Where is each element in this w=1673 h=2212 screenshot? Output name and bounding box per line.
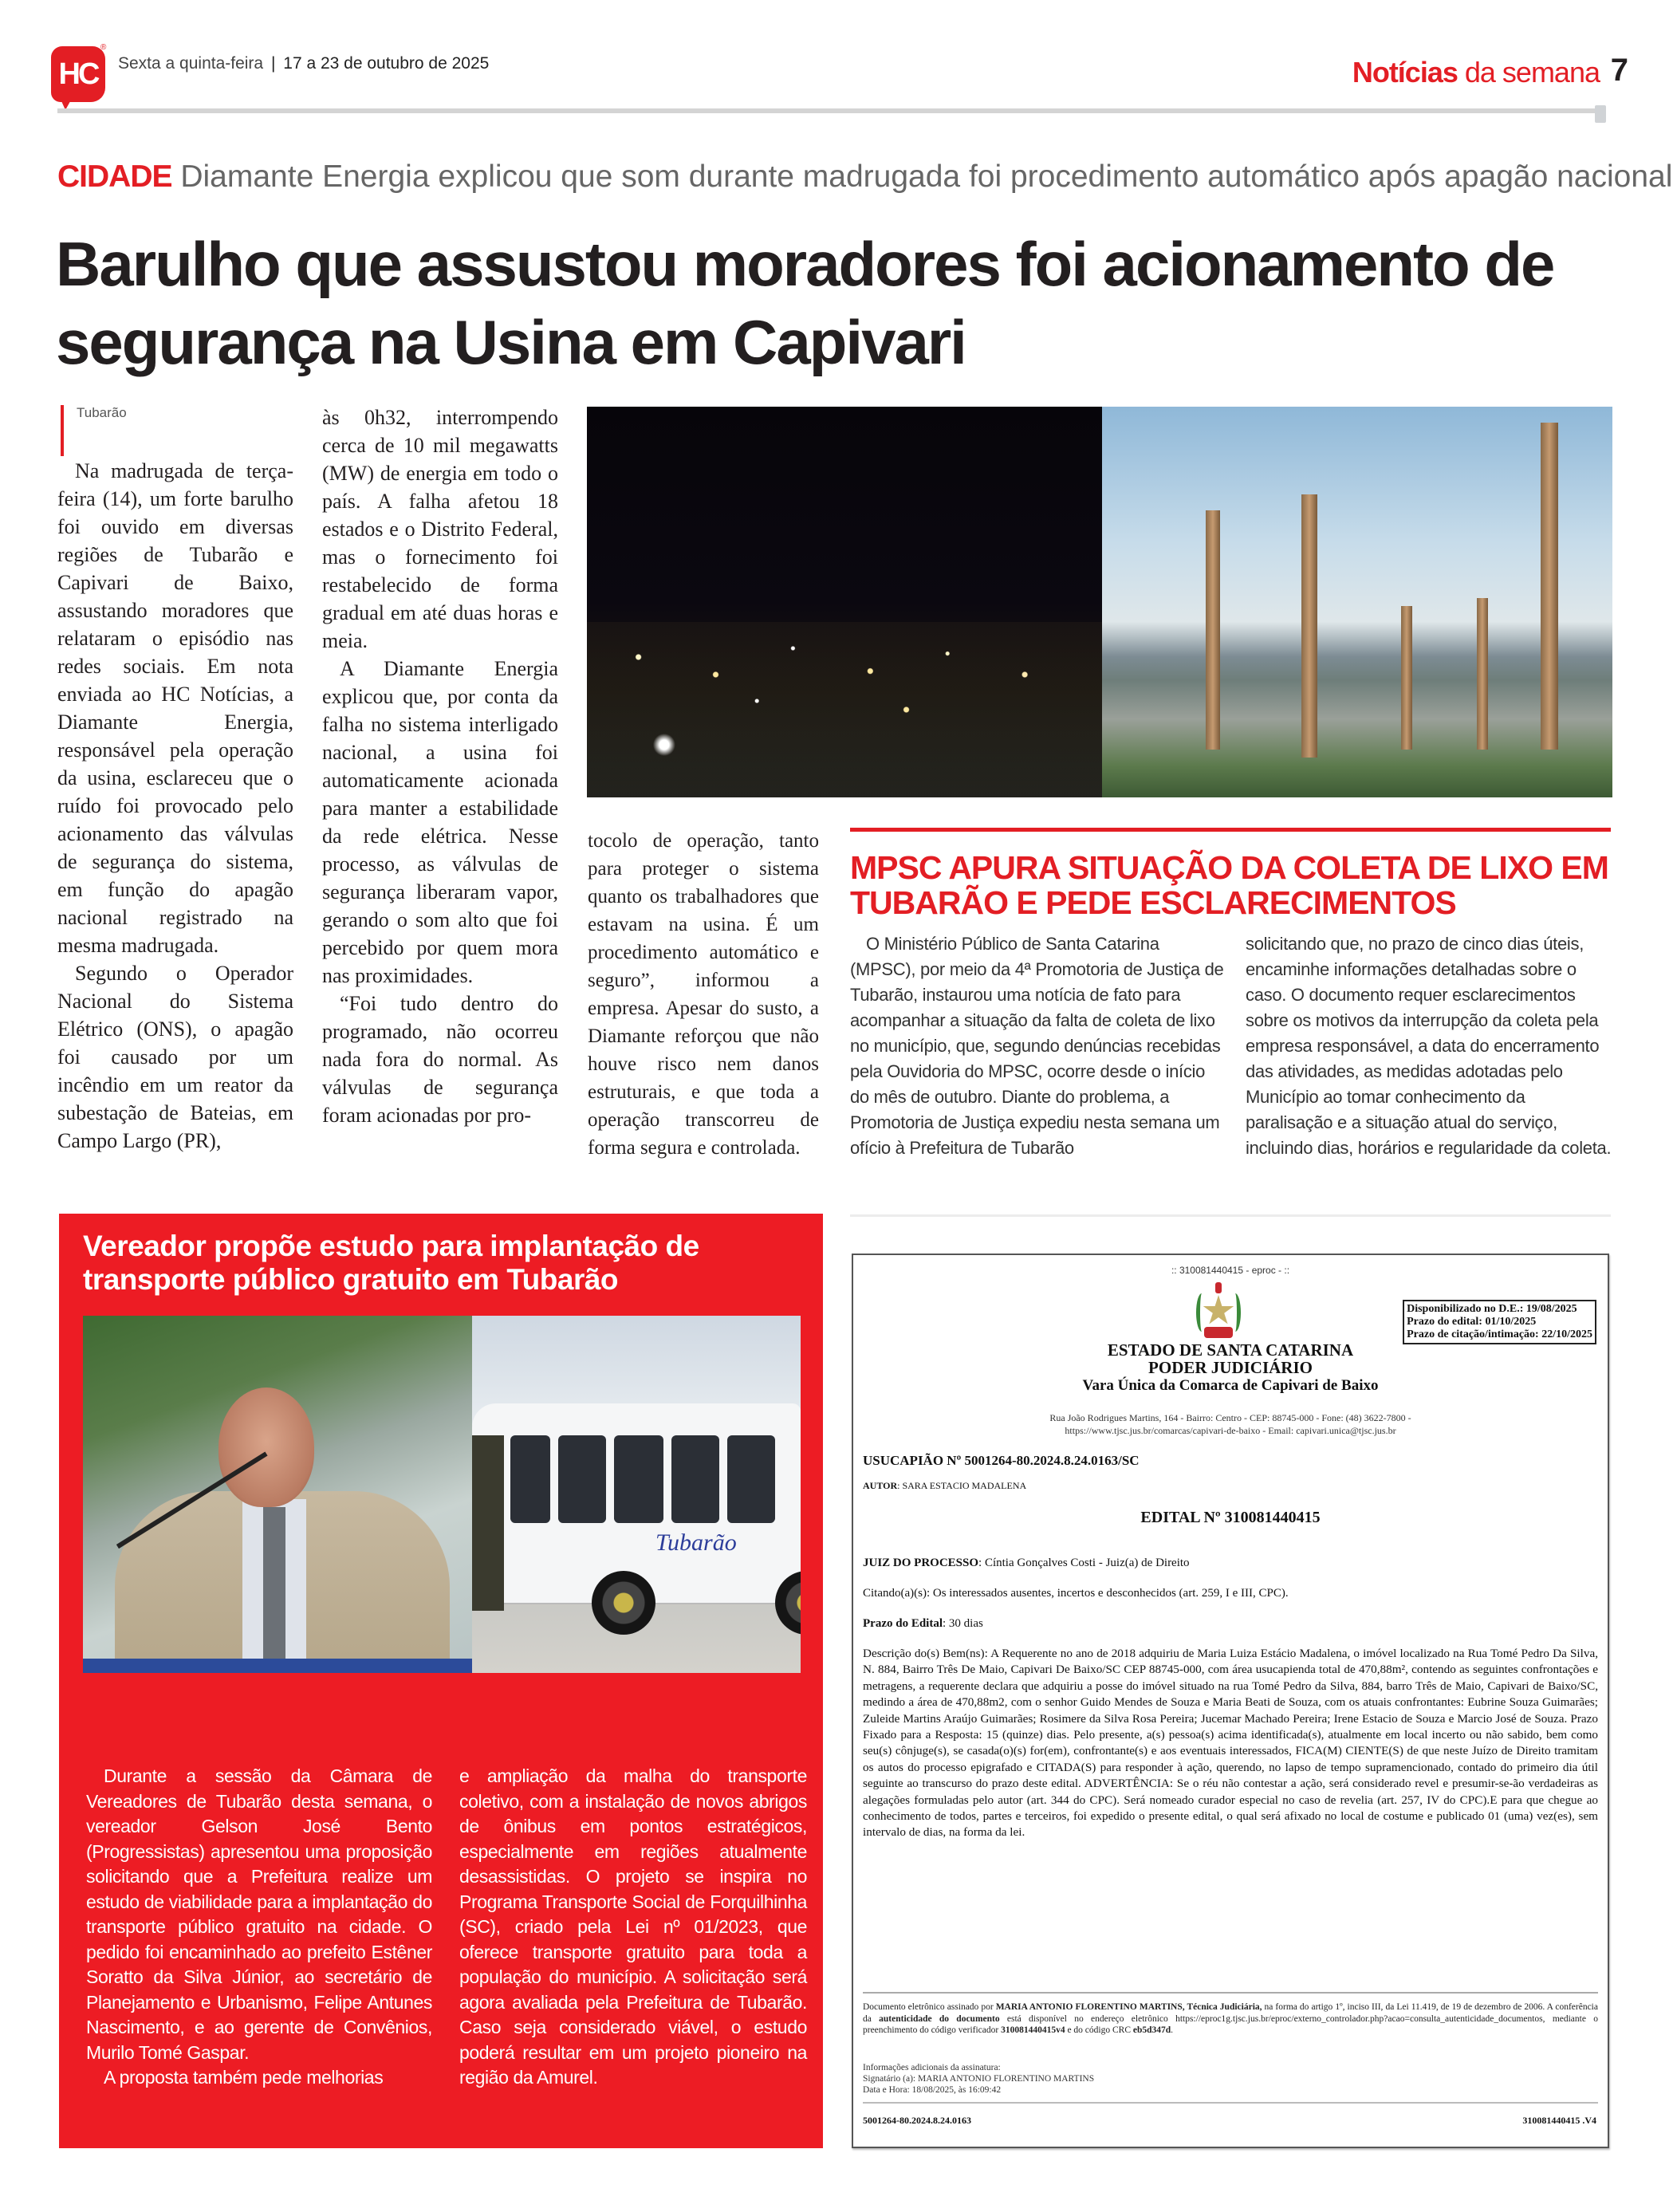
mpsc-bottom-rule (850, 1214, 1611, 1217)
vereador-paragraph: A proposta também pede melhorias (104, 2067, 384, 2088)
notice-judge-label: JUIZ DO PROCESSO (863, 1557, 979, 1569)
seal-ribbon (1204, 1327, 1233, 1338)
photo-power-plant (1102, 407, 1612, 797)
vereador-column-1 (86, 1764, 432, 2091)
story-column-2 (322, 403, 558, 1129)
signature-info-signer: Signatário (a): MARIA ANTONIO FLORENTINO MARTINS (863, 2074, 1095, 2084)
notice-judge (863, 1557, 1190, 1570)
section-name-bold: Notícias (1352, 56, 1458, 89)
mpsc-column-1 (850, 931, 1225, 1161)
story-kicker (57, 159, 1672, 195)
notice-date-line: Prazo do edital: 01/10/2025 (1407, 1316, 1537, 1328)
notice-court-header (853, 1341, 1608, 1395)
signature-text: . (1171, 2025, 1174, 2035)
signature-verification-code: 310081440415v4 (1001, 2025, 1065, 2035)
notice-deadline (863, 1617, 983, 1631)
chimney (1477, 598, 1488, 750)
story-paragraph: A Diamante Energia explicou que, por conta da falha no sistema interligado nacional, a usina foi automaticamente acionada para manter a estabilidade da rede elétrica. Nesse processo, as válvulas de segurança liberaram vapor, gerando o som alto que foi percebido por quem mora nas proximidades. (322, 657, 558, 987)
signature-signer: MARIA ANTONIO FLORENTINO MARTINS, Técnica Judiciária, (995, 2002, 1262, 2012)
chimney (1541, 423, 1558, 750)
notice-case-number: USUCAPIÃO Nº 5001264-80.2024.8.24.0163/SC (863, 1453, 1140, 1468)
tie (263, 1507, 285, 1673)
page-number: 7 (1610, 53, 1628, 88)
header-rule (57, 108, 1604, 113)
notice-citing: Citando(a)(s): Os interessados ausentes, incertos e desconhecidos (art. 259, I e III, CPC). (863, 1587, 1289, 1600)
story-category: CIDADE (57, 159, 172, 194)
bus-wheel (592, 1571, 655, 1635)
notice-address (853, 1411, 1608, 1437)
story-column-1 (57, 457, 293, 1155)
photo-city-at-night (587, 407, 1102, 797)
notice-deadline-value: : 30 dias (943, 1617, 983, 1630)
signature-crc-code: eb5d347d (1132, 2025, 1171, 2035)
issue-dates: 17 a 23 de outubro de 2025 (283, 54, 490, 73)
signature-text: na forma do artigo 1º, inciso III, da Lei 11.419, de 19 de dezembro de 2006. A conferência da (863, 2002, 1598, 2024)
vereador-story-box (59, 1214, 823, 2148)
notice-dates-box (1403, 1300, 1596, 1344)
dateline-separator: | (270, 54, 276, 73)
section-name (1352, 56, 1600, 89)
notice-author (863, 1480, 1026, 1492)
story-headline: Barulho que assustou moradores foi acionamento de segurança na Usina em Capivari (56, 229, 1554, 377)
notice-address-line: https://www.tjsc.jus.br/comarcas/capivari-de-baixo - Email: capivari.unica@tjsc.jus.br (1065, 1425, 1396, 1436)
mpsc-paragraph: solicitando que, no prazo de cinco dias úteis, encaminhe informações detalhadas sobre o caso. O documento requer esclarecimentos sobre os motivos da interrupção da coleta pela empresa responsável, a data do encerramento das atividades, as medidas adotadas pelo Município ao tomar conhecimento da paralisação e a situação atual do serviço, incluindo dias, horários e regularidade da coleta. (1246, 934, 1612, 1158)
chimney (1401, 606, 1412, 750)
vereador-paragraph: e ampliação da malha do transporte coletivo, com a instalação de novos abrigos de ônibus em pontos estratégicos, especialmente em regiões atualmente desassistidas. O projeto se inspira no Programa Transporte Social de Forquilhinha (SC), criado pela Lei nº 01/2023, que oferece transporte gratuito para toda a população do município. A solicitação será agora avaliada pela Prefeitura de Tubarão. Caso seja considerado viável, o estudo poderá resultar em um projeto pioneiro na região da Amurel. (459, 1765, 807, 2088)
bus-window (727, 1435, 775, 1523)
story-paragraph: Segundo o Operador Nacional do Sistema Elétrico (ONS), o apagão foi causado por um incêndio em um reator da subestação de Bateias, em Campo Largo (PR), (57, 962, 293, 1152)
story-paragraph: tocolo de operação, tanto para proteger o sistema quanto os trabalhadores que estavam na usina. É um procedimento automático e seguro”, informou a empresa. Apesar do susto, a Diamante reforçou que não houve risco nem danos estruturais, e que toda a operação transcorreu de forma segura e controlada. (588, 830, 819, 1159)
vereador-paragraph: Durante a sessão da Câmara de Vereadores de Tubarão desta semana, o vereador Gelson José Bento (Progressistas) apresentou uma proposição solicitando que a Prefeitura realize um estudo de viabilidade para a implantação do transporte público gratuito na cidade. O pedido foi encaminhado ao prefeito Estêner Soratto da Silva Júnior, ao secretário de Planejamento e Urbanismo, Felipe Antunes Nascimento, e ao gerente de Convênios, Murilo Tomé Gaspar. (86, 1765, 432, 2063)
notice-doc-id: :: 310081440415 - eproc - :: (1171, 1265, 1290, 1276)
notice-author-value: : SARA ESTACIO MADALENA (897, 1480, 1027, 1491)
notice-judge-value: : Cíntia Gonçalves Costi - Juiz(a) de Direito (978, 1557, 1190, 1569)
photo-councilman-speaking (83, 1316, 472, 1673)
signature-info-title: Informações adicionais da assinatura: (863, 2063, 1001, 2072)
bus-livery-text: Tubarão (655, 1529, 737, 1556)
notice-address-line: Rua João Rodrigues Martins, 164 - Bairro: Centro - CEP: 88745-000 - Fone: (48) 3622-7800 - (1049, 1412, 1411, 1423)
header-rule-cap (1595, 105, 1606, 123)
seal-wreath-left (1196, 1293, 1207, 1332)
section-name-light: da semana (1457, 56, 1600, 89)
notice-date-line: Prazo de citação/intimação: 22/10/2025 (1407, 1328, 1592, 1340)
notice-power: PODER JUDICIÁRIO (1148, 1358, 1313, 1377)
podium (83, 1659, 472, 1673)
mpsc-paragraph: O Ministério Público de Santa Catarina (MPSC), por meio da 4ª Promotoria de Justiça de Tubarão, instaurou uma notícia de fato para acompanhar a situação da falta de coleta de lixo no município, que, segundo denúncias recebidas pela Ouvidoria do MPSC, ocorre desde o início do mês de outubro. Diante do problema, a Promotoria de Justiça expediu nesta semana um ofício à Prefeitura de Tubarão (850, 934, 1224, 1158)
city-lights (587, 622, 1102, 797)
notice-divider (863, 2102, 1598, 2104)
story-paragraph: Na madrugada de terça-feira (14), um forte barulho foi ouvido em diversas regiões de Tubarão e Capivari de Baixo, assustando moradores que relataram o episódio nas redes sociais. Em nota enviada ao HC Notícias, a Diamante Energia, responsável pela operação da usina, esclareceu que o ruído foi provocado pelo acionamento das válvulas de segurança do sistema, em função do apagão nacional registrado na mesma madrugada. (57, 459, 293, 957)
bus-window (614, 1435, 663, 1523)
notice-date-line: Disponibilizado no D.E.: 19/08/2025 (1407, 1303, 1577, 1315)
notice-signature-statement (863, 2001, 1598, 2037)
vereador-column-2 (459, 1764, 807, 2091)
notice-court: Vara Única da Comarca de Capivari de Baixo (1082, 1377, 1379, 1394)
story-paragraph: “Foi tudo dentro do programado, não ocorreu nada fora do normal. As válvulas de segurança foram acionadas por pro- (322, 992, 558, 1127)
legal-notice (852, 1254, 1609, 2148)
chimney (1206, 510, 1220, 750)
notice-state: ESTADO DE SANTA CATARINA (1107, 1340, 1354, 1360)
logo-registered-mark: ® (100, 43, 107, 52)
notice-author-label: AUTOR (863, 1480, 898, 1491)
head (218, 1387, 314, 1507)
story-paragraph: às 0h32, interrompendo cerca de 10 mil megawatts (MW) de energia em todo o país. A falha afetou 18 estados e o Distrito Federal, mas o fornecimento foi restabelecido de forma gradual em até duas horas e meia. (322, 406, 558, 652)
issue-dateline (118, 54, 489, 73)
seal-top (1215, 1282, 1222, 1293)
vereador-headline: Vereador propõe estudo para implantação de transporte público gratuito em Tubarão (83, 1230, 699, 1296)
bus-window (510, 1435, 550, 1523)
signature-authenticity: autenticidade do documento (879, 2013, 1000, 2024)
signature-text: e do código CRC (1065, 2025, 1133, 2035)
bus-door (472, 1435, 504, 1611)
story-column-3 (588, 827, 819, 1162)
bus-window (558, 1435, 606, 1523)
signature-text: Documento eletrônico assinado por (863, 2002, 996, 2012)
mpsc-top-rule (850, 828, 1611, 832)
seal-wreath-right (1230, 1293, 1241, 1332)
mpsc-column-2 (1246, 931, 1614, 1161)
signature-info-datetime: Data e Hora: 18/08/2025, às 16:09:42 (863, 2085, 1002, 2095)
bus-window (671, 1435, 719, 1523)
signature-text: está disponível no endereço eletrônico https://eproc1g.tjsc.jus.br/eproc/externo_controlador.php?acao=consulta_autenticidade_documentos, mediante o preenchimento do código verificador (863, 2013, 1598, 2035)
notice-deadline-label: Prazo do Edital (863, 1617, 943, 1630)
notice-signature-info (863, 2062, 1598, 2096)
notice-footer-case: 5001264-80.2024.8.24.0163 (863, 2115, 971, 2126)
mpsc-headline: MPSC APURA SITUAÇÃO DA COLETA DE LIXO EM TUBARÃO E PEDE ESCLARECIMENTOS (850, 849, 1608, 921)
issue-weekdays: Sexta a quinta-feira (118, 54, 264, 73)
notice-title: EDITAL Nº 310081440415 (1140, 1509, 1321, 1526)
chimney (1301, 494, 1317, 758)
notice-divider (863, 1992, 1598, 1994)
photo-city-bus (472, 1316, 801, 1673)
santa-catarina-coat-of-arms-icon (1196, 1282, 1241, 1343)
story-byline: Tubarão (61, 405, 127, 456)
logo-text: HC (58, 57, 98, 91)
hc-logo (51, 43, 107, 110)
notice-description: Descrição do(s) Bem(ns): A Requerente no ano de 2018 adquiriu de Maria Luiza Estácio Madalena, o imóvel localizado na Rua Tomé Pedro Da Silva, N. 884, Bairro Três De Maio, Capivari De Baixo/SC CEP 88745-000, com área usucapienda total de 470,88m², contendo as seguintes confrontações e metragens, a requerente declara que adquiriu a posse do imóvel situado na rua Tomé Pedro da Silva, 884, barro Três de Maio, Capivari de Baixo/SC, medindo a área de 470,88m2, com o senhor Guido Mendes de Souza e Maria Beati de Souza, com os atuais confrontantes: Eubrine Souza Guimarães; Zuleide Martins Araújo Guimarães; Rosimere da Silva Rosa Pereira; Jucemar Machado Pereira; Irene Estacio de Souza e Marcio José de Souza. Prazo Fixado para a Resposta: 15 (quinze) dias. Pelo presente, a(s) pessoa(s) acima identificada(s), atualmente em local incerto ou não sabido, bem como seu(s) cônjuge(s), se casada(o)(s) for(em), confrontante(s) e aos eventuais interessados, FICA(M) CIENTE(S) de que neste Juízo de Direito tramitam os autos do processo epigrafado e CITADA(S) para responder à ação, querendo, no lapso de tempo supramencionado, contado do primeiro dia útil seguinte ao transcurso do prazo deste edital. ADVERTÊNCIA: Se o réu não contestar a ação, será considerado revel e presumir-se-ão verdadeiras as alegações formuladas pelo autor (art. 344 do CPC). Será nomeado curador especial no caso de revelia (art. 257, IV do CPC).E para que chegue ao conhecimento de todos, partes e terceiros, foi expedido o presente edital, o qual será afixado no local de costume e publicado 01 (uma) vez(es), sem intervalo de dias, na forma da lei. (863, 1647, 1598, 1840)
story-subheadline: Diamante Energia explicou que som durante madrugada foi procedimento automático após apagão nacional (171, 159, 1673, 194)
notice-footer-version: 310081440415 .V4 (1522, 2115, 1596, 2126)
